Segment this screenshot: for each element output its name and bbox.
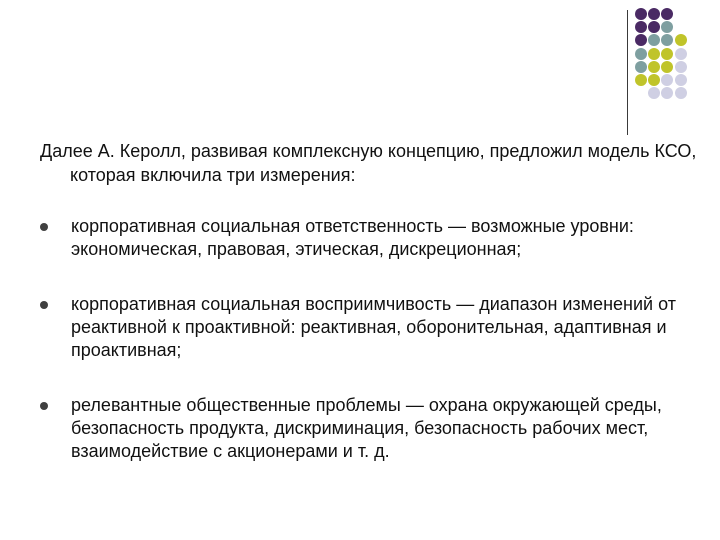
list-item-text: релевантные общественные проблемы — охрана окружающей среды, безопасность продукта, дискриминация, безопасность рабочих мест, взаимодействие с акционерами и т. д. [71,395,662,461]
decor-dot [675,48,687,60]
decor-dot [661,74,673,86]
decor-dot [675,34,687,46]
list-item [40,394,700,463]
decor-dot [661,61,673,73]
decor-dot [648,34,660,46]
decor-dot [648,87,660,99]
list-item [40,215,700,261]
bullet-icon [40,223,48,231]
decor-dot [648,21,660,33]
decor-dot [648,61,660,73]
bullet-list [40,215,700,463]
decor-vertical-rule [627,10,628,135]
decor-dot [635,8,647,20]
intro-text: Далее А. Керолл, развивая комплексную концепцию, предложил модель КСО, которая включила три измерения: [40,141,697,185]
decor-dot [648,8,660,20]
decor-dot [661,21,673,33]
decor-dot [635,21,647,33]
bullet-icon [40,402,48,410]
intro-paragraph [40,139,700,187]
decor-dot [661,48,673,60]
decor-dot [675,87,687,99]
decor-dot [635,48,647,60]
decor-dot [648,48,660,60]
decor-dot [635,74,647,86]
list-item-text: корпоративная социальная ответственность — возможные уровни: экономическая, правовая, этическая, дискреционная; [71,216,634,259]
decor-dot [648,74,660,86]
decor-dot-grid [635,8,720,108]
decor-dot [661,8,673,20]
list-item [40,293,700,362]
bullet-icon [40,301,48,309]
decor-dot [635,61,647,73]
list-item-text: корпоративная социальная восприимчивость — диапазон изменений от реактивной к проактивной: реактивная, оборонительная, адаптивная и проактивная; [71,294,676,360]
decor-dot [675,74,687,86]
decor-dot [635,34,647,46]
decor-dot [675,61,687,73]
decor-dot [661,34,673,46]
decor-dot [661,87,673,99]
